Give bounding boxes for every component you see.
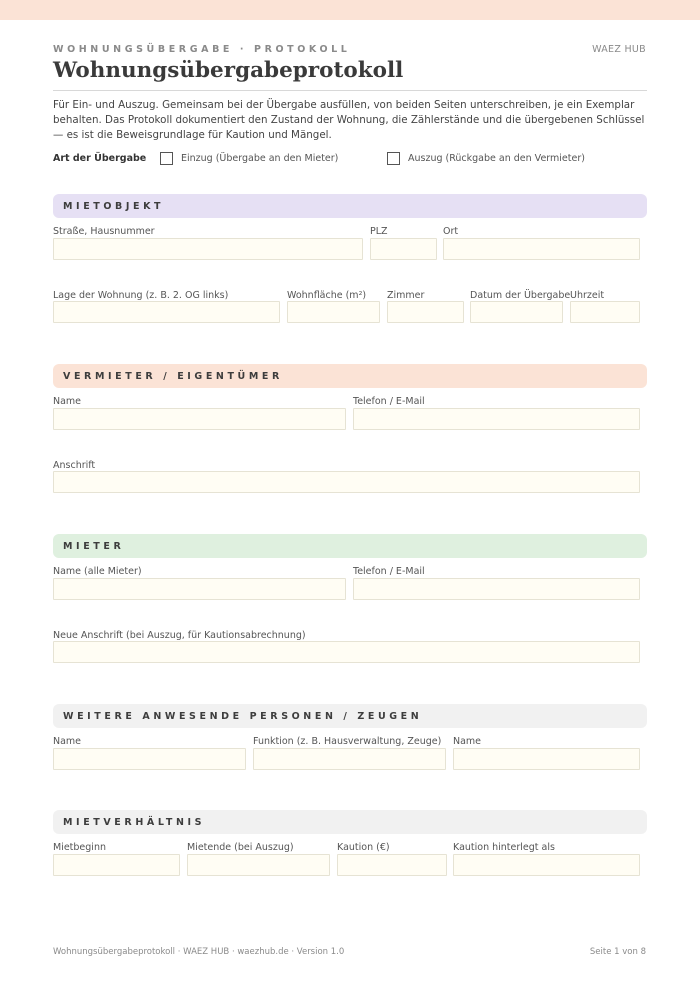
zeuge-name2-field[interactable] xyxy=(453,748,640,770)
kaution-label: Kaution (€) xyxy=(337,842,390,853)
mietende-field[interactable] xyxy=(187,854,330,876)
vermieter-name-field[interactable] xyxy=(53,408,346,430)
vermieter-anschrift-field[interactable] xyxy=(53,471,640,493)
section-zeugen-header xyxy=(53,704,647,728)
footer-document-info: Wohnungsübergabeprotokoll · WAEZ HUB · waezhub.de · Version 1.0 xyxy=(53,947,345,957)
intro-text: Für Ein- und Auszug. Gemeinsam bei der Übergabe ausfüllen, von beiden Seiten unterschreiben, je ein Exemplar behalten. Das Protokoll dokumentiert den Zustand der Wohnung, die Zählerstände und die übergebenen Schlüssel — es ist die Beweisgrundlage für Kaution und Mängel. xyxy=(53,99,645,142)
art-der-uebergabe-label: Art der Übergabe xyxy=(53,153,147,164)
ort-field[interactable] xyxy=(443,238,640,260)
einzug-option[interactable] xyxy=(160,152,338,165)
strasse-label: Straße, Hausnummer xyxy=(53,226,155,237)
zeuge-funktion-label: Funktion (z. B. Hausverwaltung, Zeuge) xyxy=(253,736,442,747)
kaution-hinterlegt-label: Kaution hinterlegt als xyxy=(453,842,555,853)
uhrzeit-field[interactable] xyxy=(570,301,640,323)
section-mieter-header xyxy=(53,534,647,558)
top-accent-bar xyxy=(0,0,700,20)
vermieter-name-label: Name xyxy=(53,396,82,407)
lage-label: Lage der Wohnung (z. B. 2. OG links) xyxy=(53,290,229,301)
page-title: Wohnungsübergabeprotokoll xyxy=(53,58,404,83)
wohnflaeche-field[interactable] xyxy=(287,301,380,323)
strasse-field[interactable] xyxy=(53,238,363,260)
ort-label: Ort xyxy=(443,226,459,237)
footer-page-number: Seite 1 von 8 xyxy=(589,947,646,957)
section-mietobjekt-title: MIETOBJEKT xyxy=(63,201,165,212)
zeuge-name1-label: Name xyxy=(53,736,82,747)
zimmer-field[interactable] xyxy=(387,301,464,323)
title-divider xyxy=(53,90,647,91)
vermieter-telefon-field[interactable] xyxy=(353,408,640,430)
zimmer-label: Zimmer xyxy=(387,290,425,301)
auszug-option-label: Auszug (Rückgabe an den Vermieter) xyxy=(408,153,585,164)
kaution-field[interactable] xyxy=(337,854,447,876)
wohnflaeche-label: Wohnfläche (m²) xyxy=(287,290,367,301)
brand-label: WAEZ HUB xyxy=(592,44,646,55)
neue-anschrift-label: Neue Anschrift (bei Auszug, für Kautionsabrechnung) xyxy=(53,630,306,641)
zeuge-name2-label: Name xyxy=(453,736,482,747)
mietbeginn-field[interactable] xyxy=(53,854,180,876)
auszug-option[interactable] xyxy=(387,152,585,165)
plz-field[interactable] xyxy=(370,238,437,260)
mietende-label: Mietende (bei Auszug) xyxy=(187,842,294,853)
mieter-telefon-label: Telefon / E-Mail xyxy=(353,566,425,577)
mieter-telefon-field[interactable] xyxy=(353,578,640,600)
mieter-name-field[interactable] xyxy=(53,578,346,600)
section-mietobjekt-header xyxy=(53,194,647,218)
auszug-checkbox[interactable] xyxy=(387,152,400,165)
document-kicker: WOHNUNGSÜBERGABE · PROTOKOLL xyxy=(53,44,351,55)
vermieter-anschrift-label: Anschrift xyxy=(53,460,96,471)
section-mietverhaeltnis-title: MIETVERHÄLTNIS xyxy=(63,817,206,828)
section-mietverhaeltnis-header xyxy=(53,810,647,834)
vermieter-telefon-label: Telefon / E-Mail xyxy=(353,396,425,407)
section-mieter-title: MIETER xyxy=(63,541,125,552)
lage-field[interactable] xyxy=(53,301,280,323)
mieter-name-label: Name (alle Mieter) xyxy=(53,566,142,577)
datum-label: Datum der Übergabe xyxy=(470,290,571,301)
kaution-hinterlegt-field[interactable] xyxy=(453,854,640,876)
einzug-option-label: Einzug (Übergabe an den Mieter) xyxy=(181,153,339,164)
datum-field[interactable] xyxy=(470,301,563,323)
section-vermieter-header xyxy=(53,364,647,388)
einzug-checkbox[interactable] xyxy=(160,152,173,165)
section-vermieter-title: VERMIETER / EIGENTÜMER xyxy=(63,371,283,382)
zeuge-name1-field[interactable] xyxy=(53,748,246,770)
uhrzeit-label: Uhrzeit xyxy=(570,290,605,301)
neue-anschrift-field[interactable] xyxy=(53,641,640,663)
zeuge-funktion-field[interactable] xyxy=(253,748,446,770)
mietbeginn-label: Mietbeginn xyxy=(53,842,106,853)
section-zeugen-title: WEITERE ANWESENDE PERSONEN / ZEUGEN xyxy=(63,711,423,722)
plz-label: PLZ xyxy=(370,226,388,237)
